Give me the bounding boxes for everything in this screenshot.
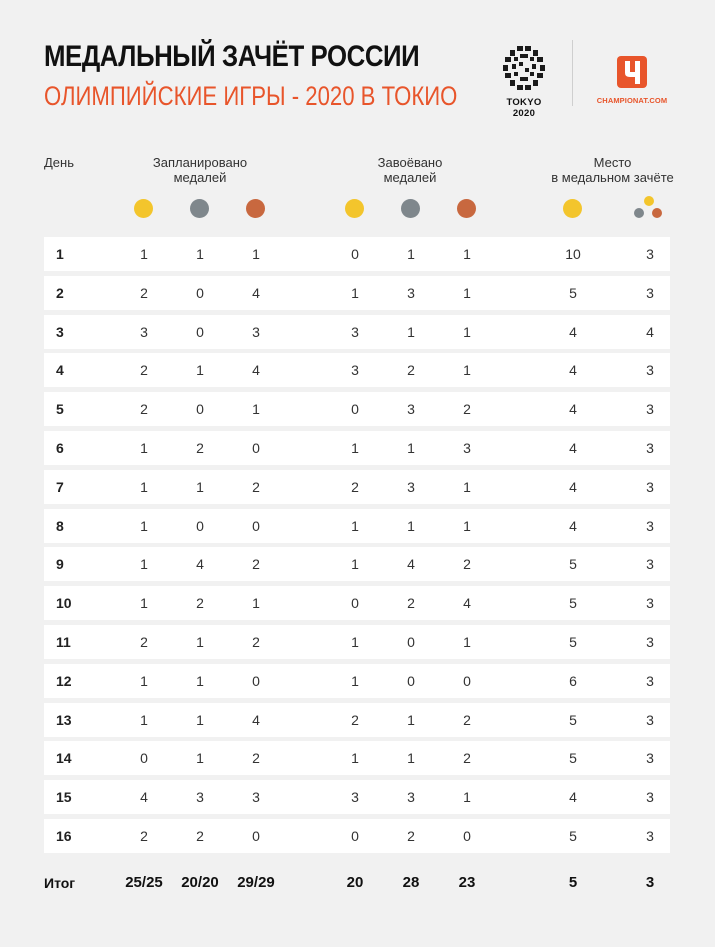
cell-planned-silver: 2 xyxy=(196,595,204,612)
cell-won-gold: 2 xyxy=(351,711,359,728)
cell-place-total: 3 xyxy=(646,750,654,767)
cell-day: 6 xyxy=(56,440,64,456)
place-total-bronze-dot-icon xyxy=(652,208,662,218)
cell-planned-silver: 1 xyxy=(196,478,204,495)
cell-place-total: 3 xyxy=(646,556,654,573)
total-won-bronze: 23 xyxy=(458,874,476,891)
cell-won-gold: 1 xyxy=(351,284,359,301)
cell-won-bronze: 2 xyxy=(463,750,471,767)
cell-day: 16 xyxy=(56,828,72,844)
day-header: День xyxy=(44,155,74,170)
cell-planned-gold: 1 xyxy=(140,711,148,728)
table-row xyxy=(44,703,670,737)
cell-planned-silver: 1 xyxy=(196,672,204,689)
cell-day: 7 xyxy=(56,478,64,495)
cell-won-gold: 3 xyxy=(351,362,359,379)
cell-won-silver: 1 xyxy=(407,246,415,262)
place-total-silver-dot-icon xyxy=(634,208,644,218)
cell-place-total: 3 xyxy=(646,828,654,844)
cell-place-gold: 5 xyxy=(569,711,577,728)
cell-day: 12 xyxy=(56,672,72,689)
cell-place-total: 3 xyxy=(646,440,654,456)
cell-won-bronze: 1 xyxy=(463,246,471,262)
planned-silver-medal-icon xyxy=(190,199,209,218)
cell-won-silver: 3 xyxy=(407,284,415,301)
cell-planned-gold: 2 xyxy=(140,828,148,844)
won-silver-medal-icon xyxy=(401,199,420,218)
place-header-line1: Место xyxy=(593,155,632,170)
cell-planned-gold: 1 xyxy=(140,478,148,495)
cell-place-total: 3 xyxy=(646,711,654,728)
cell-planned-bronze: 0 xyxy=(252,517,260,534)
cell-day: 8 xyxy=(56,517,64,534)
cell-place-gold: 5 xyxy=(569,634,577,650)
total-planned-bronze: 29/29 xyxy=(237,874,275,891)
cell-won-silver: 1 xyxy=(407,711,415,728)
cell-planned-silver: 1 xyxy=(196,634,204,650)
cell-planned-silver: 1 xyxy=(196,750,204,767)
total-day: Итог xyxy=(44,875,76,891)
championat-logo xyxy=(590,54,674,105)
cell-day: 9 xyxy=(56,556,64,573)
cell-planned-bronze: 2 xyxy=(252,634,260,650)
planned-bronze-medal-icon xyxy=(246,199,265,218)
total-row xyxy=(44,866,670,900)
cell-won-silver: 3 xyxy=(407,789,415,806)
cell-place-gold: 5 xyxy=(569,750,577,767)
planned-header-line1: Запланировано xyxy=(152,155,248,170)
cell-won-gold: 3 xyxy=(351,789,359,806)
cell-planned-bronze: 1 xyxy=(252,401,260,418)
cell-planned-bronze: 3 xyxy=(252,323,260,340)
total-won-silver: 28 xyxy=(402,874,420,891)
cell-planned-bronze: 1 xyxy=(252,246,260,262)
cell-planned-bronze: 0 xyxy=(252,440,260,456)
cell-won-gold: 3 xyxy=(351,323,359,340)
cell-won-bronze: 1 xyxy=(463,517,471,534)
cell-planned-bronze: 4 xyxy=(252,362,260,379)
cell-planned-silver: 3 xyxy=(196,789,204,806)
championat-logo-text: CHAMPIONAT.COM xyxy=(596,96,668,105)
cell-place-gold: 4 xyxy=(569,440,577,456)
table-row xyxy=(44,547,670,581)
cell-place-gold: 4 xyxy=(569,401,577,418)
cell-place-total: 3 xyxy=(646,246,654,262)
cell-planned-silver: 4 xyxy=(196,556,204,573)
cell-won-gold: 1 xyxy=(351,440,359,456)
cell-won-silver: 1 xyxy=(407,750,415,767)
cell-planned-bronze: 2 xyxy=(252,478,260,495)
cell-won-gold: 0 xyxy=(351,828,359,844)
cell-won-gold: 1 xyxy=(351,750,359,767)
cell-planned-silver: 1 xyxy=(196,246,204,262)
table-row xyxy=(44,586,670,620)
cell-won-bronze: 2 xyxy=(463,401,471,418)
cell-planned-bronze: 1 xyxy=(252,595,260,612)
total-planned-gold: 25/25 xyxy=(125,874,163,891)
cell-planned-gold: 2 xyxy=(140,362,148,379)
championat-emblem-icon xyxy=(615,54,649,90)
cell-planned-gold: 1 xyxy=(140,246,148,262)
cell-won-gold: 1 xyxy=(351,672,359,689)
cell-won-silver: 0 xyxy=(407,672,415,689)
cell-planned-gold: 2 xyxy=(140,284,148,301)
cell-place-total: 3 xyxy=(646,672,654,689)
cell-won-gold: 1 xyxy=(351,634,359,650)
cell-planned-gold: 1 xyxy=(140,672,148,689)
cell-day: 1 xyxy=(56,246,64,262)
cell-planned-gold: 2 xyxy=(140,401,148,418)
cell-won-bronze: 2 xyxy=(463,711,471,728)
won-header-line1: Завоёвано xyxy=(377,155,443,170)
cell-won-bronze: 1 xyxy=(463,789,471,806)
table-row xyxy=(44,625,670,659)
cell-won-silver: 4 xyxy=(407,556,415,573)
cell-place-total: 3 xyxy=(646,789,654,806)
cell-won-gold: 0 xyxy=(351,401,359,418)
total-planned-silver: 20/20 xyxy=(181,874,219,891)
cell-place-gold: 5 xyxy=(569,595,577,612)
cell-planned-silver: 1 xyxy=(196,711,204,728)
table-row xyxy=(44,470,670,504)
cell-planned-bronze: 4 xyxy=(252,284,260,301)
planned-header-line2: медалей xyxy=(173,170,227,185)
won-header xyxy=(330,155,490,185)
table-row xyxy=(44,780,670,814)
cell-day: 15 xyxy=(56,789,72,806)
cell-won-silver: 3 xyxy=(407,401,415,418)
cell-place-gold: 10 xyxy=(565,246,581,262)
cell-planned-silver: 1 xyxy=(196,362,204,379)
cell-place-gold: 4 xyxy=(569,517,577,534)
won-header-line2: медалей xyxy=(383,170,437,185)
cell-planned-bronze: 2 xyxy=(252,750,260,767)
table-row xyxy=(44,741,670,775)
page-subtitle: ОЛИМПИЙСКИЕ ИГРЫ - 2020 В ТОКИО xyxy=(44,81,458,111)
cell-day: 2 xyxy=(56,284,64,301)
total-won-gold: 20 xyxy=(346,874,364,891)
cell-won-bronze: 1 xyxy=(463,284,471,301)
cell-planned-silver: 2 xyxy=(196,828,204,844)
cell-day: 10 xyxy=(56,595,72,612)
cell-won-gold: 1 xyxy=(351,517,359,534)
cell-won-silver: 2 xyxy=(407,828,415,844)
cell-planned-silver: 0 xyxy=(196,284,204,301)
cell-place-gold: 5 xyxy=(569,556,577,573)
cell-place-total: 3 xyxy=(646,517,654,534)
cell-won-bronze: 1 xyxy=(463,362,471,379)
cell-won-silver: 1 xyxy=(407,323,415,340)
cell-planned-gold: 0 xyxy=(140,750,148,767)
cell-place-gold: 4 xyxy=(569,478,577,495)
cell-planned-silver: 2 xyxy=(196,440,204,456)
cell-planned-gold: 1 xyxy=(140,517,148,534)
cell-won-bronze: 4 xyxy=(463,595,471,612)
cell-won-bronze: 3 xyxy=(463,440,471,456)
table-row xyxy=(44,392,670,426)
table-row xyxy=(44,353,670,387)
cell-place-gold: 4 xyxy=(569,323,577,340)
cell-won-gold: 0 xyxy=(351,595,359,612)
planned-header xyxy=(120,155,280,185)
won-gold-medal-icon xyxy=(345,199,364,218)
cell-planned-gold: 3 xyxy=(140,323,148,340)
cell-won-silver: 1 xyxy=(407,440,415,456)
cell-day: 11 xyxy=(56,634,71,650)
page-title: МЕДАЛЬНЫЙ ЗАЧЁТ РОССИИ xyxy=(44,40,420,73)
cell-won-gold: 2 xyxy=(351,478,359,495)
cell-planned-silver: 0 xyxy=(196,401,204,418)
cell-place-total: 3 xyxy=(646,284,654,301)
cell-planned-gold: 2 xyxy=(140,634,148,650)
won-bronze-medal-icon xyxy=(457,199,476,218)
table-row xyxy=(44,237,670,271)
cell-planned-bronze: 0 xyxy=(252,672,260,689)
table-row xyxy=(44,276,670,310)
cell-won-bronze: 2 xyxy=(463,556,471,573)
cell-won-bronze: 0 xyxy=(463,828,471,844)
total-place-total: 3 xyxy=(645,874,655,891)
cell-day: 14 xyxy=(56,750,72,767)
cell-place-gold: 4 xyxy=(569,789,577,806)
cell-place-gold: 6 xyxy=(569,672,577,689)
cell-won-gold: 0 xyxy=(351,246,359,262)
cell-place-gold: 5 xyxy=(569,828,577,844)
cell-won-bronze: 1 xyxy=(463,323,471,340)
table-row xyxy=(44,819,670,853)
cell-place-total: 3 xyxy=(646,478,654,495)
table-row xyxy=(44,315,670,349)
cell-planned-gold: 1 xyxy=(140,595,148,612)
cell-planned-bronze: 3 xyxy=(252,789,260,806)
cell-planned-gold: 1 xyxy=(140,440,148,456)
table-row xyxy=(44,431,670,465)
cell-planned-bronze: 0 xyxy=(252,828,260,844)
cell-planned-bronze: 2 xyxy=(252,556,260,573)
cell-place-gold: 5 xyxy=(569,284,577,301)
cell-place-total: 4 xyxy=(646,323,654,340)
cell-day: 5 xyxy=(56,401,64,418)
cell-won-bronze: 1 xyxy=(463,478,471,495)
cell-day: 3 xyxy=(56,323,64,340)
cell-won-silver: 1 xyxy=(407,517,415,534)
table-row xyxy=(44,509,670,543)
table-row xyxy=(44,664,670,698)
place-gold-ranking-icon xyxy=(563,199,582,218)
place-header xyxy=(540,155,685,185)
tokyo-logo-text: TOKYO 2020 xyxy=(506,97,542,119)
cell-won-silver: 2 xyxy=(407,362,415,379)
cell-place-total: 3 xyxy=(646,634,654,650)
cell-planned-silver: 0 xyxy=(196,517,204,534)
cell-won-gold: 1 xyxy=(351,556,359,573)
place-header-line2: в медальном зачёте xyxy=(551,170,674,185)
cell-planned-gold: 4 xyxy=(140,789,148,806)
cell-day: 4 xyxy=(56,362,64,379)
cell-won-bronze: 1 xyxy=(463,634,471,650)
cell-planned-silver: 0 xyxy=(196,323,204,340)
cell-place-total: 3 xyxy=(646,401,654,418)
cell-won-bronze: 0 xyxy=(463,672,471,689)
tokyo-2020-logo xyxy=(494,44,554,119)
logo-divider xyxy=(572,40,573,106)
cell-place-total: 3 xyxy=(646,595,654,612)
total-place-gold: 5 xyxy=(568,874,578,891)
cell-place-total: 3 xyxy=(646,362,654,379)
cell-planned-gold: 1 xyxy=(140,556,148,573)
cell-won-silver: 0 xyxy=(407,634,415,650)
cell-won-silver: 2 xyxy=(407,595,415,612)
cell-day: 13 xyxy=(56,711,72,728)
tokyo-emblem-icon xyxy=(494,44,554,92)
planned-gold-medal-icon xyxy=(134,199,153,218)
cell-won-silver: 3 xyxy=(407,478,415,495)
cell-place-gold: 4 xyxy=(569,362,577,379)
place-total-gold-dot-icon xyxy=(644,196,654,206)
cell-planned-bronze: 4 xyxy=(252,711,260,728)
